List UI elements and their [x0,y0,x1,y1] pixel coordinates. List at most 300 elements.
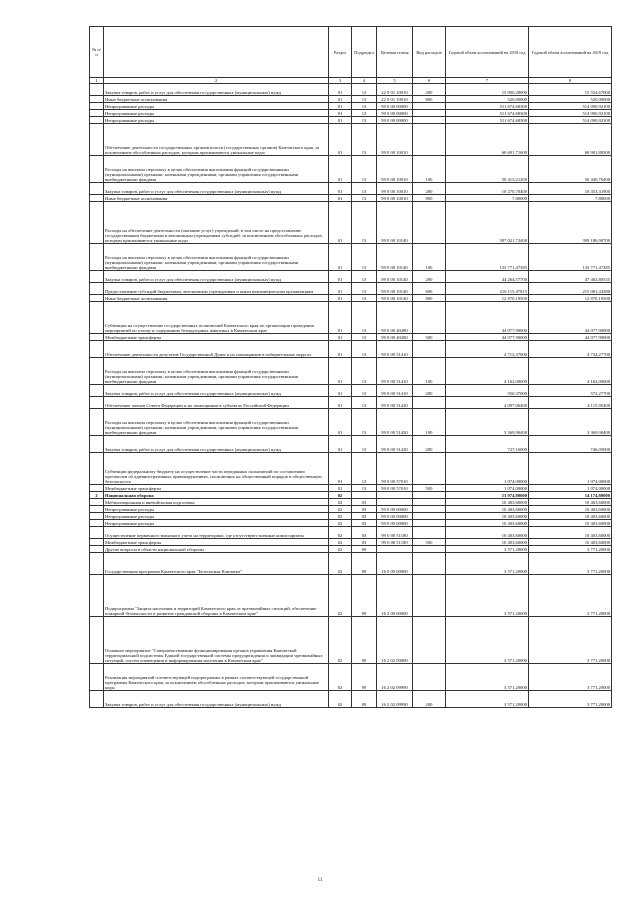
row-razdel: 01 [329,244,352,271]
header-num: № п/п [90,27,104,78]
row-podrazdel: 09 [352,691,377,708]
row-razdel: 01 [329,453,352,485]
row-target-article: 99 0 00 10010 [377,183,413,195]
row-target-article: 16 2 02 09990 [377,664,413,691]
row-number [90,664,104,691]
row-podrazdel: 13 [352,84,377,96]
row-name: Иные бюджетные ассигнования [104,195,329,202]
row-amount-2018: 13 974,80000 [446,492,529,499]
row-number [90,110,104,117]
column-number: 4 [352,78,377,84]
row-amount-2019: 3 771,20000 [529,664,612,691]
column-number: 6 [413,78,446,84]
row-razdel: 01 [329,110,352,117]
row-amount-2018: 727,16000 [446,436,529,453]
row-amount-2019: 399 186,90700 [529,202,612,244]
row-target-article: 22 9 01 10010 [377,96,413,103]
row-podrazdel: 13 [352,117,377,124]
row-name: Осуществление первичного воинского учета на территориях, где отсутствуют военные комиссариаты [104,527,329,539]
row-podrazdel: 09 [352,553,377,575]
row-expense-type: 100 [413,358,446,385]
table-row [90,183,612,195]
row-amount-2019: 3 771,20000 [529,553,612,575]
row-podrazdel [352,492,377,499]
row-number [90,295,104,302]
row-name: Межбюджетные трансферты [104,334,329,341]
row-amount-2018: 15 000,28000 [446,84,529,96]
row-number [90,202,104,244]
row-amount-2018: 10 403,60000 [446,513,529,520]
row-razdel: 01 [329,96,352,103]
row-amount-2019: 3 771,20000 [529,691,612,708]
row-number [90,453,104,485]
row-name: Межбюджетные трансферты [104,539,329,546]
row-target-article: 99 0 00 00000 [377,520,413,527]
header-name [104,27,329,78]
row-name: Обеспечение деятельности депутатов Государственной Думы и их помощников в избирательных округах [104,341,329,358]
row-number [90,385,104,397]
row-razdel: 01 [329,397,352,409]
row-number [90,358,104,385]
row-expense-type: 100 [413,409,446,436]
row-name: Закупка товаров, работ и услуг для обеспечения государственных (муниципальных) нужд [104,385,329,397]
row-number [90,539,104,546]
row-podrazdel: 13 [352,453,377,485]
row-amount-2018: 3 571,20000 [446,691,529,708]
row-amount-2019: 44 077,90000 [529,302,612,334]
row-razdel: 01 [329,195,352,202]
row-amount-2018: 3 369,90400 [446,409,529,436]
row-amount-2018: 1 074,00000 [446,453,529,485]
row-amount-2019: 15 554,67000 [529,84,612,96]
row-target-article [377,492,413,499]
row-expense-type: 200 [413,691,446,708]
row-expense-type: 500 [413,539,446,546]
row-target-article: 99 0 00 51410 [377,358,413,385]
row-target-article: 99 0 00 00000 [377,513,413,520]
row-name: Непрограммные расходы [104,110,329,117]
row-number [90,96,104,103]
table-row [90,520,612,527]
row-amount-2018: 10 403,60000 [446,520,529,527]
row-amount-2018: 44 264,57700 [446,271,529,283]
row-expense-type: 200 [413,271,446,283]
row-name: Закупка товаров, работ и услуг для обеспечения государственных (муниципальных) нужд [104,271,329,283]
row-name: Другие вопросы в области национальной обороны [104,546,329,553]
row-amount-2018: 550,37000 [446,385,529,397]
row-expense-type [413,527,446,539]
row-razdel: 01 [329,295,352,302]
row-razdel: 01 [329,202,352,244]
row-amount-2019: 10 403,60000 [529,527,612,539]
row-amount-2019: 1 074,00000 [529,453,612,485]
row-amount-2019: 10 453,31900 [529,183,612,195]
row-name: Расходы на выплаты персоналу в целях обеспечения выполнения функций государственными (муниципальными) органами, казенными учреждениями, органами управления государственными внебюджетными фондами [104,156,329,183]
row-podrazdel: 03 [352,539,377,546]
header-razdel: Раздел [329,27,352,78]
row-expense-type [413,664,446,691]
row-amount-2019: 4 115,95400 [529,397,612,409]
row-name: Национальная оборона [104,492,329,499]
table-row [90,397,612,409]
row-name: Государственная программа Камчатского края "Безопасная Камчатка" [104,553,329,575]
row-name: Расходы на выплаты персоналу в целях обеспечения выполнения функций государственными (муниципальными) органами, казенными учреждениями, органами управления государственными внебюджетными фондами [104,409,329,436]
row-expense-type: 800 [413,195,446,202]
row-podrazdel: 13 [352,385,377,397]
row-podrazdel: 13 [352,436,377,453]
row-number [90,334,104,341]
row-target-article: 99 0 00 10010 [377,124,413,156]
row-number [90,244,104,271]
table-row [90,110,612,117]
row-number [90,302,104,334]
row-razdel: 02 [329,575,352,617]
row-name: Закупка товаров, работ и услуг для обеспечения государственных (муниципальных) нужд [104,183,329,195]
row-podrazdel: 13 [352,409,377,436]
row-target-article: 99 0 00 00000 [377,117,413,124]
row-name: Обеспечение членов Совета Федерации и их помощников в субъектах Российской Федерации [104,397,329,409]
row-podrazdel: 13 [352,485,377,492]
table-row [90,453,612,485]
row-amount-2019: 10 403,60000 [529,520,612,527]
row-expense-type: 500 [413,485,446,492]
column-number: 3 [329,78,352,84]
row-target-article: 16 2 00 00000 [377,575,413,617]
row-razdel: 01 [329,485,352,492]
row-amount-2018: 10 270,70400 [446,183,529,195]
row-amount-2018: 1 074,00000 [446,485,529,492]
row-number [90,506,104,513]
row-amount-2018: 511 674,68300 [446,110,529,117]
row-name: Закупка товаров, работ и услуг для обеспечения государственных (муниципальных) нужд [104,84,329,96]
row-number [90,84,104,96]
row-expense-type: 500 [413,334,446,341]
row-amount-2018: 12 870,19500 [446,295,529,302]
row-expense-type [413,499,446,506]
row-amount-2018: 3 571,20000 [446,575,529,617]
table-row [90,409,612,436]
row-amount-2019: 572,27700 [529,385,612,397]
row-number [90,103,104,110]
row-expense-type: 600 [413,283,446,295]
row-expense-type [413,117,446,124]
row-expense-type [413,103,446,110]
row-amount-2019: 10 403,60000 [529,513,612,520]
column-number: 2 [104,78,329,84]
row-amount-2018: 50 413,21200 [446,156,529,183]
row-expense-type [413,513,446,520]
table-row [90,271,612,283]
row-razdel: 02 [329,664,352,691]
row-name: Межбюджетные трансферты [104,485,329,492]
table-row [90,103,612,110]
header-row [90,27,612,78]
table-row [90,539,612,546]
table-row [90,436,612,453]
row-podrazdel: 03 [352,513,377,520]
row-razdel: 01 [329,334,352,341]
row-razdel: 01 [329,385,352,397]
row-podrazdel: 13 [352,358,377,385]
row-podrazdel: 13 [352,156,377,183]
row-number [90,183,104,195]
row-razdel: 01 [329,124,352,156]
table-row [90,341,612,358]
row-amount-2019: 215 081,43280 [529,283,612,295]
row-expense-type: 200 [413,183,446,195]
column-number: 7 [446,78,529,84]
row-expense-type: 200 [413,436,446,453]
table-row [90,575,612,617]
row-podrazdel: 09 [352,617,377,664]
row-number [90,520,104,527]
row-amount-2018: 10 403,60000 [446,506,529,513]
row-amount-2019: 520,00000 [529,96,612,103]
table-row [90,499,612,506]
row-target-article: 99 0 00 00000 [377,506,413,513]
budget-table [89,26,612,708]
row-number [90,617,104,664]
row-podrazdel: 09 [352,575,377,617]
row-name: Реализация мероприятий соответствующей подпрограммы в рамках соответствующей государственной программы Камчатского края, за исключением обособленных расходов, которым присваиваются уникальные коды [104,664,329,691]
row-expense-type [413,124,446,156]
row-target-article: 99 0 00 51420 [377,436,413,453]
row-number [90,124,104,156]
row-amount-2019: 133 771,47385 [529,244,612,271]
row-podrazdel: 13 [352,244,377,271]
row-razdel: 02 [329,691,352,708]
table-row [90,334,612,341]
row-razdel: 02 [329,539,352,546]
row-name: Подпрограмма "Защита населения и территорий Камчатского края от чрезвычайных ситуаций, обеспечение пожарной безопасности и развитие гражданской обороны в Камчатском крае" [104,575,329,617]
row-amount-2018: 216 115,47815 [446,283,529,295]
table-row [90,617,612,664]
row-expense-type [413,617,446,664]
row-amount-2018: 4 097,06400 [446,397,529,409]
table-row [90,283,612,295]
row-amount-2019: 4 162,00000 [529,358,612,385]
row-number [90,283,104,295]
row-target-article: 99 0 00 10140 [377,271,413,283]
row-number [90,691,104,708]
table-row [90,492,612,499]
header-2019: Годовой объем ассигнований на 2019 год [529,27,612,78]
row-amount-2018: 3 571,20000 [446,617,529,664]
row-name: Расходы на выплаты персоналу в целях обеспечения выполнения функций государственными (муниципальными) органами, казенными учреждениями, органами управления государственными внебюджетными фондами [104,244,329,271]
row-amount-2018: 3 571,20000 [446,546,529,553]
row-razdel: 01 [329,271,352,283]
row-number [90,436,104,453]
table-row [90,117,612,124]
table-row [90,664,612,691]
table-row [90,156,612,183]
row-amount-2019: 514 090,92100 [529,103,612,110]
row-target-article: 16 2 02 00000 [377,617,413,664]
row-target-article: 99 0 00 51180 [377,527,413,539]
row-number [90,341,104,358]
table-row [90,84,612,96]
row-razdel: 01 [329,283,352,295]
row-expense-type: 200 [413,84,446,96]
header-2018: Годовой объем ассигнований на 2018 год [446,27,529,78]
row-amount-2018: 60 691,71600 [446,124,529,156]
row-expense-type: 100 [413,244,446,271]
row-razdel: 01 [329,409,352,436]
row-amount-2018: 3 571,20000 [446,664,529,691]
row-podrazdel: 03 [352,499,377,506]
row-podrazdel: 13 [352,110,377,117]
row-expense-type [413,520,446,527]
row-number [90,156,104,183]
row-razdel: 02 [329,492,352,499]
row-amount-2019: 60 901,88300 [529,124,612,156]
row-amount-2019: 3 369,90400 [529,409,612,436]
row-name: Субвенции федеральному бюджету на осуществление части переданных полномочий по составлению протоколов об административных правонарушениях, посягающих на общественный порядок и общественную безопасность [104,453,329,485]
row-target-article: 99 0 00 10140 [377,244,413,271]
row-razdel: 01 [329,302,352,334]
table-row [90,546,612,553]
row-number [90,513,104,520]
row-razdel: 01 [329,341,352,358]
row-name: Иные бюджетные ассигнования [104,295,329,302]
row-name: Основное мероприятие "Совершенствование функционирования органов управления Камчатской территориальной подсистемы Единой государственной системы предупреждения и ликвидации чрезвычайных ситуаций, систем оповещения и информирования населения в Камчатском крае" [104,617,329,664]
row-razdel: 01 [329,103,352,110]
row-razdel: 01 [329,183,352,195]
row-target-article: 99 0 00 00000 [377,110,413,117]
row-razdel: 02 [329,499,352,506]
row-razdel: 01 [329,117,352,124]
table-row [90,691,612,708]
row-target-article: 99 0 00 57010 [377,453,413,485]
row-podrazdel: 13 [352,295,377,302]
row-name: Закупка товаров, работ и услуг для обеспечения государственных (муниципальных) нужд [104,691,329,708]
row-podrazdel: 13 [352,103,377,110]
page-number: 11 [317,878,323,883]
row-razdel: 02 [329,527,352,539]
row-amount-2018: 511 674,68300 [446,117,529,124]
header-podrazdel: Подраздел [352,27,377,78]
row-name: Обеспечение деятельности государственных органов власти (государственных органов) Камчатского края, за исключением обособленных расходов, которым присваиваются уникальные коды. [104,124,329,156]
row-expense-type: 200 [413,385,446,397]
row-target-article: 99 0 00 51410 [377,385,413,397]
table-row [90,124,612,156]
row-expense-type [413,110,446,117]
table-row [90,506,612,513]
row-amount-2019: 10 403,60000 [529,506,612,513]
row-expense-type [413,453,446,485]
table-row [90,295,612,302]
row-razdel: 02 [329,546,352,553]
row-amount-2018: 44 077,90000 [446,302,529,334]
row-amount-2018: 397 021,72400 [446,202,529,244]
row-target-article: 99 0 00 51420 [377,409,413,436]
row-amount-2019: 3 771,20000 [529,546,612,553]
column-number: 5 [377,78,413,84]
row-podrazdel: 13 [352,271,377,283]
row-razdel: 01 [329,436,352,453]
row-podrazdel: 13 [352,283,377,295]
row-name: Иные бюджетные ассигнования [104,96,329,103]
row-number: 2 [90,492,104,499]
row-podrazdel: 09 [352,546,377,553]
row-number [90,117,104,124]
row-podrazdel: 13 [352,124,377,156]
row-expense-type [413,397,446,409]
row-podrazdel: 13 [352,397,377,409]
row-podrazdel: 03 [352,527,377,539]
row-amount-2019: 14 174,80000 [529,492,612,499]
row-target-article: 99 0 00 10140 [377,202,413,244]
row-name: Мобилизационная и вневойсковая подготовка [104,499,329,506]
row-target-article: 99 0 00 10140 [377,283,413,295]
row-podrazdel: 13 [352,334,377,341]
column-number: 1 [90,78,104,84]
row-amount-2019: 3 771,20000 [529,575,612,617]
row-name: Непрограммные расходы [104,506,329,513]
row-amount-2019: 12 870,19500 [529,295,612,302]
row-expense-type: 800 [413,96,446,103]
table-row [90,485,612,492]
row-target-article: 99 0 00 00000 [377,103,413,110]
row-expense-type [413,575,446,617]
column-number: 8 [529,78,612,84]
table-row [90,302,612,334]
row-razdel: 02 [329,513,352,520]
row-target-article: 99 0 00 57010 [377,485,413,492]
row-amount-2018: 4 162,00000 [446,358,529,385]
row-expense-type [413,302,446,334]
row-podrazdel: 03 [352,520,377,527]
row-amount-2019: 10 403,60000 [529,539,612,546]
row-expense-type: 100 [413,156,446,183]
row-amount-2019: 47 463,80535 [529,271,612,283]
row-podrazdel: 03 [352,506,377,513]
row-target-article: 99 0 00 40280 [377,302,413,334]
row-target-article [377,546,413,553]
row-name: Закупка товаров, работ и услуг для обеспечения государственных (муниципальных) нужд [104,436,329,453]
table-row [90,244,612,271]
table-row [90,553,612,575]
row-razdel: 01 [329,84,352,96]
row-amount-2018: 133 771,47385 [446,244,529,271]
row-podrazdel: 13 [352,183,377,195]
row-amount-2018: 10 403,60000 [446,527,529,539]
row-name: Субвенции на осуществление государственных полномочий Камчатского края по организации проведения мероприятий по отлову и содержанию безнадзорных животных в Камчатском крае [104,302,329,334]
row-amount-2018: 3 571,20000 [446,553,529,575]
row-razdel: 02 [329,553,352,575]
row-amount-2018: 4 712,37000 [446,341,529,358]
row-target-article: 99 0 00 10140 [377,295,413,302]
row-amount-2019: 50 440,76400 [529,156,612,183]
row-number [90,409,104,436]
row-amount-2019: 44 077,90000 [529,334,612,341]
row-amount-2019: 7,80000 [529,195,612,202]
row-expense-type: 800 [413,295,446,302]
row-number [90,527,104,539]
row-expense-type [413,202,446,244]
header-vr: Вид расходов [413,27,446,78]
row-podrazdel: 13 [352,341,377,358]
table-row [90,527,612,539]
header-csr: Целевая статья [377,27,413,78]
row-razdel: 01 [329,156,352,183]
row-amount-2019: 10 403,60000 [529,499,612,506]
row-amount-2019: 746,05000 [529,436,612,453]
row-amount-2018: 7,80000 [446,195,529,202]
row-amount-2018: 44 077,90000 [446,334,529,341]
row-number [90,271,104,283]
row-target-article: 16 0 00 00000 [377,553,413,575]
